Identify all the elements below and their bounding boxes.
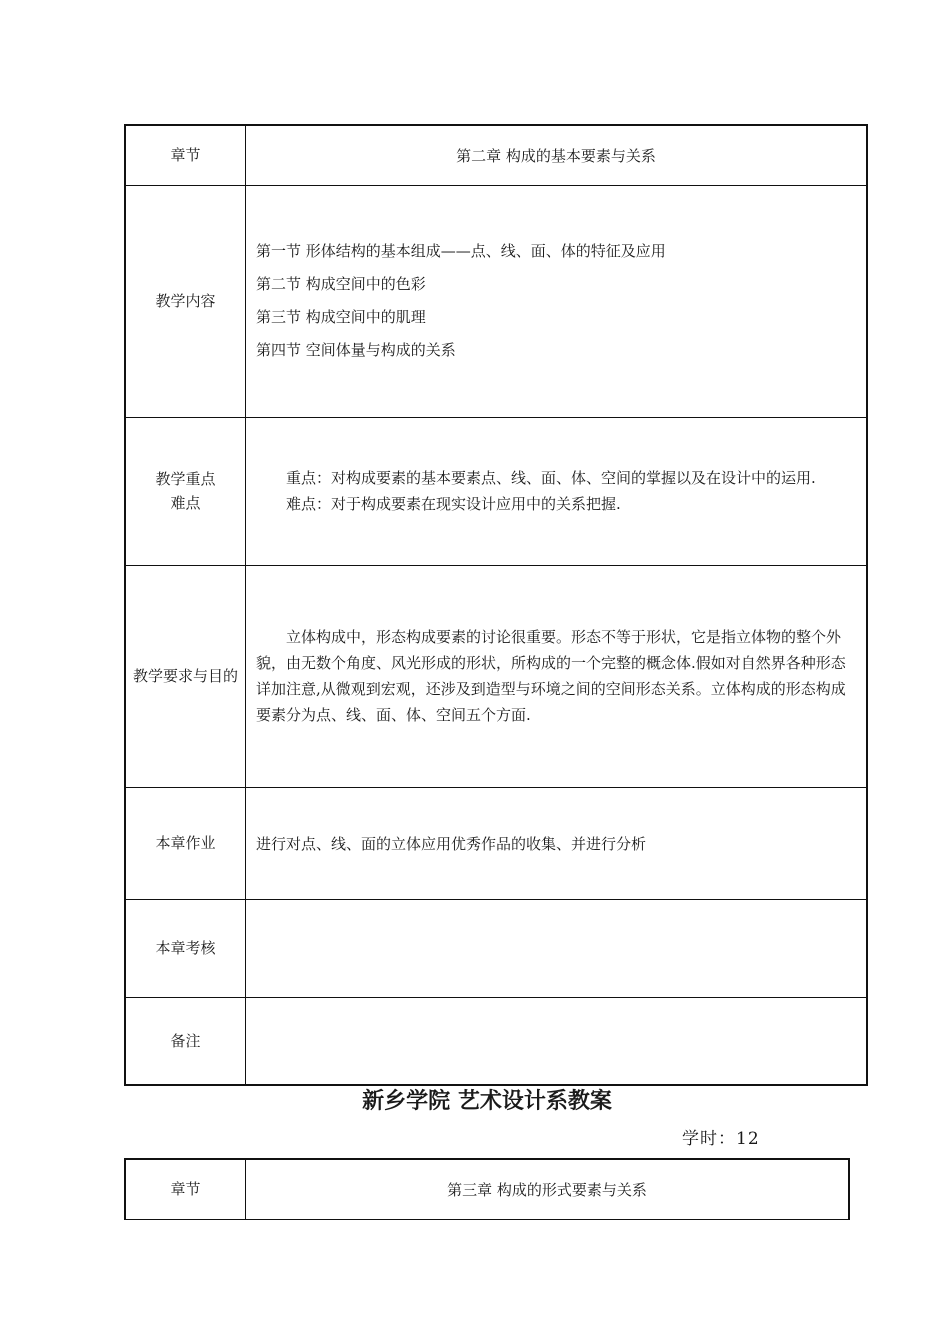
list-item: 第四节 空间体量与构成的关系 [256, 341, 456, 359]
key-points-value [246, 417, 868, 565]
requirements-label: 教学要求与目的 [125, 565, 246, 787]
requirements-value [246, 565, 868, 787]
key-points-label-line2: 难点 [170, 494, 201, 512]
homework-label: 本章作业 [125, 787, 246, 899]
table-row [125, 997, 867, 1085]
list-item: 第一节 形体结构的基本组成——点、线、面、体的特征及应用 [256, 242, 666, 260]
table-row [125, 899, 867, 997]
chapter-value: 第三章 构成的形式要素与关系 [246, 1159, 850, 1219]
section-title: 新乡学院 艺术设计系教案 [362, 1089, 612, 1114]
chapter-label: 章节 [125, 1159, 246, 1219]
difficulty-paragraph: 难点：对于构成要素在现实设计应用中的关系把握. [286, 495, 621, 513]
remarks-value [246, 997, 868, 1085]
content-value [246, 185, 868, 417]
chapter-label: 章节 [125, 125, 246, 185]
lesson-plan-table-chapter-2 [124, 124, 868, 1086]
chapter-value: 第二章 构成的基本要素与关系 [246, 125, 868, 185]
table-row [125, 1159, 849, 1219]
key-points-label [125, 417, 246, 565]
key-point-paragraph: 重点：对构成要素的基本要素点、线、面、体、空间的掌握以及在设计中的运用. [286, 469, 816, 487]
remarks-label: 备注 [125, 997, 246, 1085]
table-row [125, 185, 867, 417]
key-points-label-line1: 教学重点 [155, 470, 216, 488]
lesson-plan-table-chapter-3 [124, 1158, 850, 1220]
assessment-value [246, 899, 868, 997]
requirements-paragraph: 立体构成中，形态构成要素的讨论很重要。形态不等于形状，它是指立体物的整个外貌，由无数个角度、风光形成的形状，所构成的一个完整的概念体.假如对自然界各种形态详加注意,从微观到宏观，还涉及到造型与环境之间的空间形态关系。立体构成的形态构成要素分为点、线、面、体、空间五个方面. [256, 628, 846, 724]
table-row [125, 565, 867, 787]
content-label: 教学内容 [125, 185, 246, 417]
class-hours: 学时：12 [682, 1129, 760, 1149]
homework-value: 进行对点、线、面的立体应用优秀作品的收集、并进行分析 [246, 787, 868, 899]
list-item: 第三节 构成空间中的肌理 [256, 308, 426, 326]
list-item: 第二节 构成空间中的色彩 [256, 275, 426, 293]
assessment-label: 本章考核 [125, 899, 246, 997]
table-row [125, 125, 867, 185]
table-row [125, 787, 867, 899]
table-row [125, 417, 867, 565]
